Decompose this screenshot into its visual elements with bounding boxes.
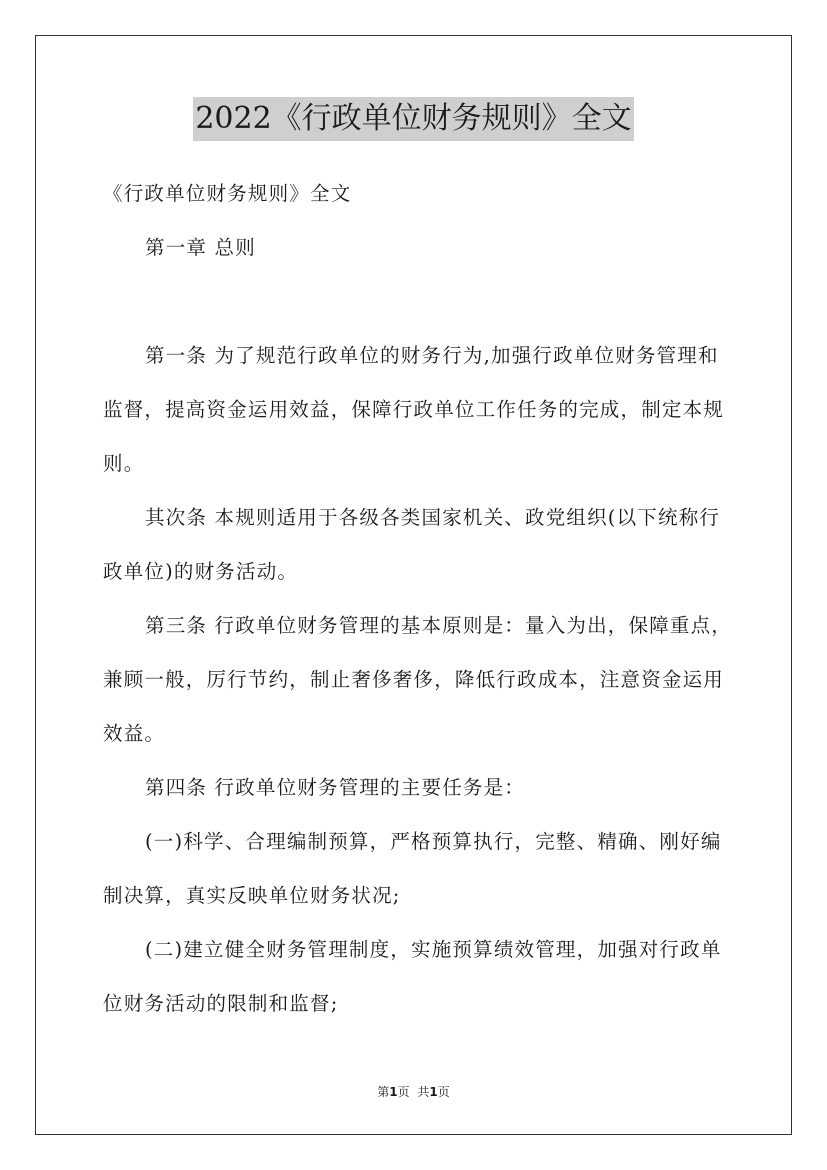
chapter-heading: 第一章 总则 [145, 236, 256, 259]
article-2-line-2: 政单位)的财务活动。 [103, 560, 299, 583]
title-container [0, 97, 827, 141]
document-subtitle: 《行政单位财务规则》全文 [103, 182, 352, 205]
article-3-line-3: 效益。 [103, 722, 166, 745]
article-4-line-1: 第四条 行政单位财务管理的主要任务是： [145, 776, 525, 799]
article-2-line-1: 其次条 本规则适用于各级各类国家机关、政党组织(以下统称行 [145, 506, 721, 529]
item-1-line-2: 制决算，真实反映单位财务状况; [103, 884, 401, 907]
article-1-line-3: 则。 [103, 452, 145, 475]
article-3-line-1: 第三条 行政单位财务管理的基本原则是：量入为出，保障重点， [145, 614, 732, 637]
page-suffix: 页 [397, 1085, 410, 1099]
document-title: 2022《行政单位财务规则》全文 [193, 97, 633, 141]
total-prefix: 共 [417, 1085, 430, 1099]
article-1-line-2: 监督，提高资金运用效益，保障行政单位工作任务的完成，制定本规 [103, 398, 725, 421]
page-footer [0, 1084, 827, 1100]
item-2-line-1: (二)建立健全财务管理制度，实施预算绩效管理，加强对行政单 [145, 938, 722, 961]
item-1-line-1: (一)科学、合理编制预算，严格预算执行，完整、精确、刚好编 [145, 830, 722, 853]
total-suffix: 页 [437, 1085, 450, 1099]
article-1-line-1: 第一条 为了规范行政单位的财务行为,加强行政单位财务管理和 [145, 344, 719, 367]
item-2-line-2: 位财务活动的限制和监督; [103, 992, 339, 1015]
article-3-line-2: 兼顾一般，厉行节约，制止奢侈奢侈，降低行政成本，注意资金运用 [103, 668, 725, 691]
total-number: 1 [429, 1085, 438, 1099]
page-number: 1 [389, 1085, 398, 1099]
page-prefix: 第 [377, 1085, 390, 1099]
